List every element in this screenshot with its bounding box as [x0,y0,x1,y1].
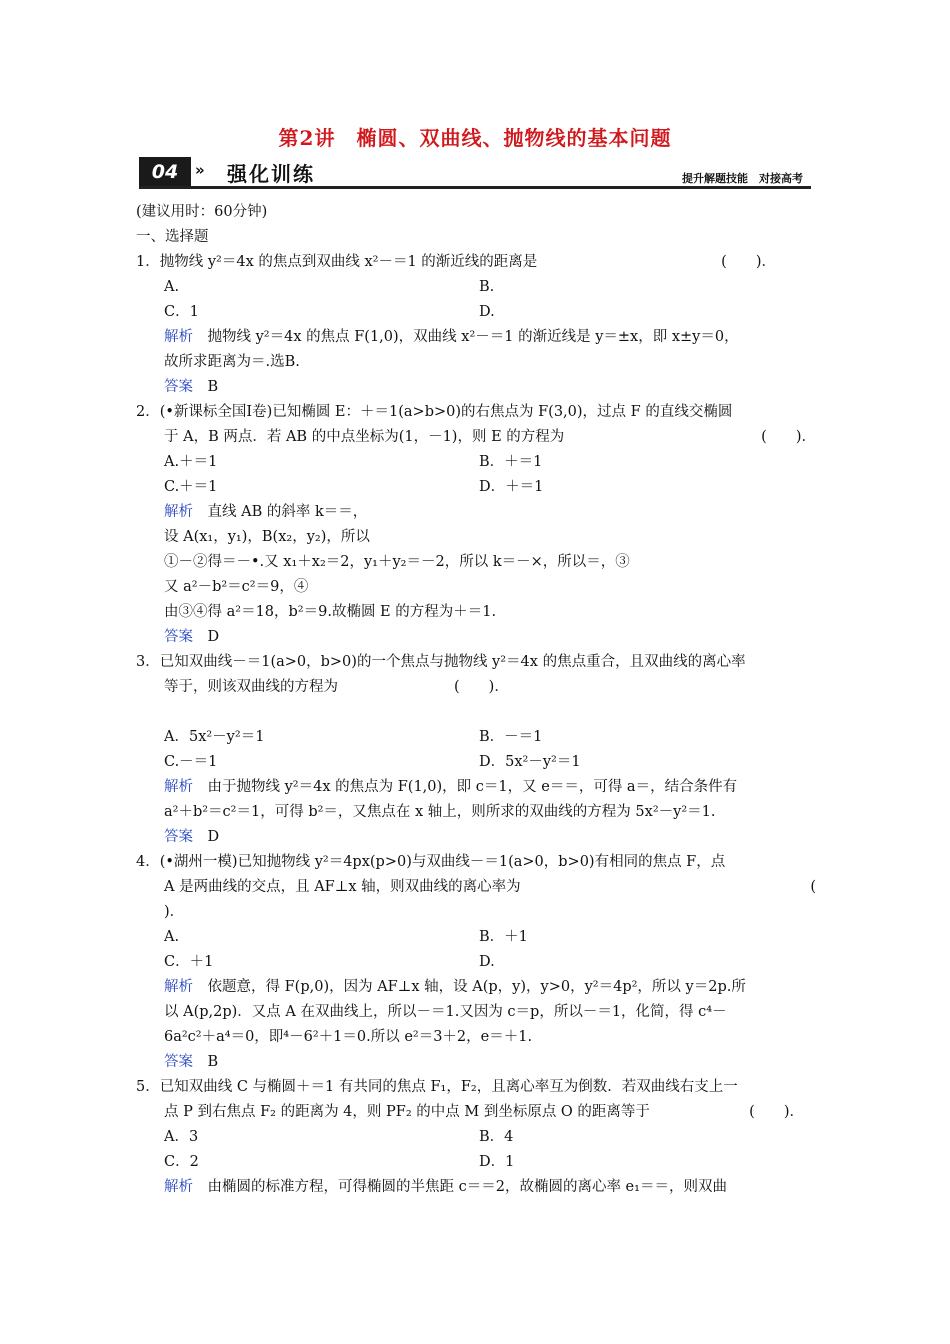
option-c: C．2 [164,1154,199,1170]
question-4-options-cd [136,950,816,975]
question-stem-text: 于 A，B 两点．若 AB 的中点坐标为(1，－1)，则 E 的方程为 [164,429,565,445]
question-1-answer [136,375,816,400]
option-d: D．5x²－y²＝1 [479,754,581,770]
option-b: B．－＝1 [479,729,543,745]
document-body [136,200,816,1200]
double-arrow-icon: » [195,161,205,179]
question-1-solution-line: 故所求距离为＝.选B. [164,354,300,370]
question-4-stem [136,875,816,900]
question-2-stem: 2．(•新课标全国Ⅰ卷)已知椭圆 E：＋＝1(a>b>0)的右焦点为 F(3,0)，过点 F 的直线交椭圆 [136,404,733,420]
page-title: 第2讲 椭圆、双曲线、抛物线的基本问题 [278,126,672,150]
question-4-answer [136,1050,816,1075]
question-stem-text: 1．抛物线 y²＝4x 的焦点到双曲线 x²－＝1 的渐近线的距离是 [136,254,538,270]
question-2-solution-line: 又 a²－b²＝c²＝9，④ [164,579,309,595]
question-4-solution-line: 以 A(p,2p)．又点 A 在双曲线上，所以－＝1.又因为 c＝p，所以－＝1，化简，得 c⁴－ [164,1004,727,1020]
answer-label: 答案 [164,1054,193,1070]
section-heading: 强化训练 [227,162,315,186]
answer-value: D [193,629,220,645]
solution-label: 解析 [164,979,193,995]
answer-label: 答案 [164,629,193,645]
question-1-stem [136,250,816,275]
question-4-solution-line [136,975,816,1000]
solution-text: 直线 AB 的斜率 k＝＝， [193,504,368,520]
section-banner [139,157,811,189]
answer-label: 答案 [164,829,193,845]
option-c: C．1 [164,304,199,320]
question-3-stem [136,675,816,700]
option-a: A.＋＝1 [164,454,218,470]
section-number-badge: 04 [139,157,191,187]
option-b: B．＋＝1 [479,454,543,470]
question-3-options-cd [136,750,816,775]
question-2-answer [136,625,816,650]
answer-value: B [193,1054,219,1070]
question-3-solution-line [136,775,816,800]
question-stem-text: 点 P 到右焦点 F₂ 的距离为 4，则 PF₂ 的中点 M 到坐标原点 O 的距离等于 [164,1104,650,1120]
answer-value: B [193,379,219,395]
question-1-solution-line [136,325,816,350]
question-4-options-ab [136,925,816,950]
question-1-options-cd [136,300,816,325]
question-2-solution-line: ①－②得＝－•.又 x₁＋x₂＝2，y₁＋y₂＝－2，所以 k＝－×，所以＝，③ [164,554,630,570]
question-3-options-ab [136,725,816,750]
solution-text: 抛物线 y²＝4x 的焦点 F(1,0)，双曲线 x²－＝1 的渐近线是 y＝±x，即 x±y＝0， [193,329,739,345]
option-a: A. [164,929,180,945]
section-subheading: 提升解题技能 对接高考 [682,172,803,185]
option-d: D. [479,954,495,970]
answer-value: D [193,829,220,845]
question-2-solution-line: 设 A(x₁，y₁)，B(x₂，y₂)，所以 [164,529,370,545]
question-1-options-ab [136,275,816,300]
solution-label: 解析 [164,329,193,345]
question-2-solution-line: 由③④得 a²＝18，b²＝9.故椭圆 E 的方程为＋＝1. [164,604,497,620]
solution-label: 解析 [164,1179,193,1195]
answer-blank: ( )． [749,1104,804,1120]
question-2-solution-line [136,500,816,525]
solution-text: 由椭圆的标准方程，可得椭圆的半焦距 c＝＝2，故椭圆的离心率 e₁＝＝，则双曲 [193,1179,727,1195]
solution-text: 由于抛物线 y²＝4x 的焦点为 F(1,0)，即 c＝1，又 e＝＝，可得 a＝，结合条件有 [193,779,738,795]
question-2-stem [136,425,816,450]
option-b: B．＋1 [479,929,528,945]
question-stem-text: A 是两曲线的交点，且 AF⊥x 轴，则双曲线的离心率为 [164,879,521,895]
time-note: (建议用时：60分钟) [136,204,268,220]
option-a: A. [164,279,180,295]
spacer [136,700,816,725]
answer-blank-open: ( [810,879,816,895]
answer-blank: ( )． [454,679,509,695]
question-5-stem [136,1100,816,1125]
solution-label: 解析 [164,504,193,520]
answer-label: 答案 [164,379,193,395]
question-3-stem: 3．已知双曲线－＝1(a>0，b>0)的一个焦点与抛物线 y²＝4x 的焦点重合，且双曲线的离心率 [136,654,746,670]
banner-rule [139,186,811,189]
option-b: B. [479,279,495,295]
question-3-solution-line: a²＋b²＝c²＝1，可得 b²＝，又焦点在 x 轴上，则所求的双曲线的方程为 5x²－y²＝1. [164,804,716,820]
answer-blank: ( )． [721,254,776,270]
option-a: A．3 [164,1129,199,1145]
question-2-options-ab [136,450,816,475]
option-d: D．1 [479,1154,515,1170]
solution-text: 依题意，得 F(p,0)，因为 AF⊥x 轴，设 A(p，y)，y>0，y²＝4p²，所以 y＝2p.所 [193,979,746,995]
option-c: C.＋＝1 [164,479,218,495]
option-d: D. [479,304,495,320]
solution-label: 解析 [164,779,193,795]
question-4-stem: 4．(•湖州一模)已知抛物线 y²＝4px(p>0)与双曲线－＝1(a>0，b>0)有相同的焦点 F，点 [136,854,726,870]
option-b: B．4 [479,1129,514,1145]
option-c: C.－＝1 [164,754,218,770]
option-c: C．＋1 [164,954,214,970]
question-5-options-ab [136,1125,816,1150]
answer-blank: ( )． [761,429,816,445]
question-3-answer [136,825,816,850]
section-label: 一、选择题 [136,229,209,245]
option-d: D．＋＝1 [479,479,544,495]
question-5-solution-line [136,1175,816,1200]
question-2-options-cd [136,475,816,500]
question-5-options-cd [136,1150,816,1175]
option-a: A．5x²－y²＝1 [164,729,265,745]
answer-blank-close: )． [164,904,185,920]
question-5-stem: 5．已知双曲线 C 与椭圆＋＝1 有共同的焦点 F₁，F₂，且离心率互为倒数．若双曲线右支上一 [136,1079,738,1095]
question-4-solution-line: 6a²c²＋a⁴＝0，即⁴－6²＋1＝0.所以 e²＝3＋2，e＝＋1. [164,1029,533,1045]
question-stem-text: 等于，则该双曲线的方程为 [164,679,338,695]
